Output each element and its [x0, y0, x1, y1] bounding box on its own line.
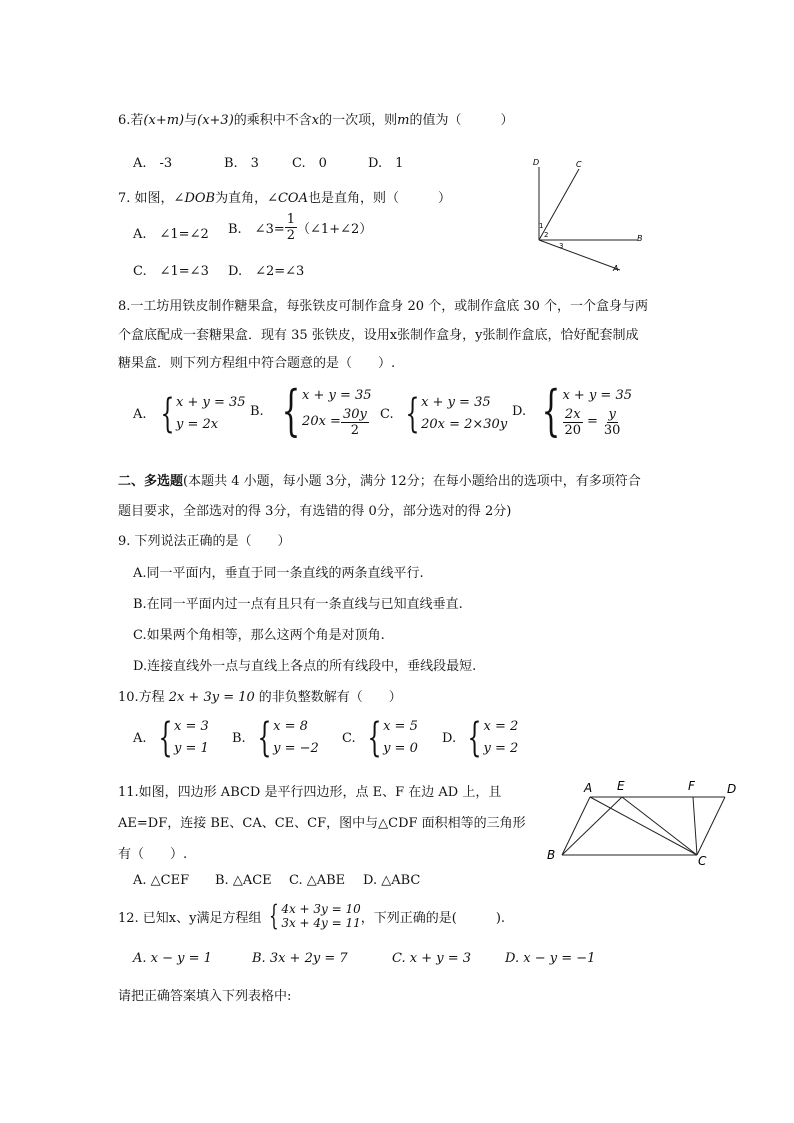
- section-2-heading: [118, 470, 641, 489]
- seg-ca: [590, 797, 697, 855]
- q8-line-3: 糖果盒．则下列方程组中符合题意的是（ ）.: [118, 356, 396, 371]
- q8-option-b[interactable]: [250, 379, 372, 442]
- q10-option-d-label: D.: [442, 730, 457, 746]
- q8-d-den-1: 20: [564, 422, 581, 438]
- q7-option-c[interactable]: C. ∠1=∠3: [133, 264, 209, 279]
- q8-d-eq-1: x + y = 35: [562, 387, 632, 403]
- section-2-line-2: 题目要求，全部选对的得 3分，有选错的得 0分，部分选对的得 2分): [118, 504, 512, 519]
- q8-c-eq-2: 20x = 2×30y: [421, 417, 508, 432]
- q8-d-num-1: 2x: [564, 406, 581, 422]
- section-2-line-1: (本题共 4 小题，每小题 3分，满分 12分；在每小题给出的选项中，有多项符合: [183, 474, 641, 489]
- seg-ce: [622, 797, 697, 855]
- q10-a-x: x = 3: [173, 719, 209, 734]
- q10-stem-a: 10.方程: [118, 690, 165, 705]
- q7-stem-a: 7. 如图，: [118, 191, 174, 206]
- q8-option-d[interactable]: [512, 379, 632, 442]
- q7-option-a[interactable]: A. ∠1=∠2: [133, 227, 209, 242]
- label-e: E: [617, 779, 625, 793]
- q8-option-d-label: D.: [512, 403, 527, 419]
- q8-option-a-label: A.: [133, 406, 147, 422]
- q8-b-den: 2: [350, 422, 360, 438]
- q8-d-fraction-2: [602, 407, 623, 438]
- q8-c-eq-1: x + y = 35: [421, 395, 491, 410]
- q8-b-fraction: [341, 407, 369, 438]
- q7-option-d[interactable]: D. ∠2=∠3: [228, 264, 305, 279]
- q6-option-b[interactable]: B. 3: [224, 156, 259, 171]
- q10-b-y: y = −2: [273, 741, 319, 756]
- q12-stem-b: ，下列正确的是( ).: [360, 910, 506, 926]
- label-a: A: [584, 781, 593, 795]
- label-1: 1: [539, 222, 544, 230]
- section-2-title: 二、多选题: [118, 474, 184, 489]
- q10-c-x: x = 5: [383, 719, 418, 734]
- q8-a-eq-2: y = 2x: [175, 417, 219, 432]
- q12-eq-2: 3x + 4y = 11: [281, 916, 361, 930]
- q10-stem: [118, 686, 402, 705]
- q10-option-b-label: B.: [232, 730, 246, 746]
- label-c: C: [576, 160, 582, 169]
- q8-b-eq-1: x + y = 35: [302, 387, 372, 403]
- q10-option-b[interactable]: [232, 716, 319, 760]
- side-ab: [562, 797, 590, 855]
- q10-option-d[interactable]: [442, 716, 518, 760]
- q7-stem: [118, 187, 451, 206]
- q6-stem: [118, 109, 514, 128]
- q10-option-a[interactable]: [133, 716, 209, 760]
- q11-parallelogram-figure: [540, 775, 740, 870]
- q10-option-c[interactable]: [342, 716, 418, 760]
- brace-icon: {: [257, 715, 272, 761]
- q10-b-x: x = 8: [273, 719, 308, 734]
- label-f: F: [688, 779, 695, 793]
- q7-angle-dob: ∠DOB: [173, 191, 216, 206]
- brace-icon: {: [367, 715, 382, 761]
- q10-d-x: x = 2: [483, 719, 519, 734]
- q8-line-1: 8.一工坊用铁皮制作糖果盒，每张铁皮可制作盒身 20 个，或制作盒底 30 个，一个盒身与两: [118, 299, 649, 314]
- q6-factor-1: (x+m): [143, 113, 185, 128]
- q12-option-b[interactable]: B. 3x + 2y = 7: [252, 951, 348, 966]
- label-d: D: [727, 782, 737, 796]
- q6-text-c: 的乘积中不含: [233, 113, 312, 128]
- label-3: 3: [559, 242, 564, 250]
- q7-stem-c: 也是直角，则（ ）: [307, 191, 451, 206]
- q8-b-eq-2-pre: 20x =: [302, 414, 341, 429]
- q6-option-d[interactable]: D. 1: [368, 156, 404, 171]
- brace-icon: {: [467, 715, 482, 761]
- q6-text-a: 若: [130, 113, 144, 128]
- q11-line-2: AE=DF，连接 BE、CA、CE、CF，图中与△CDF 面积相等的三角形: [118, 816, 526, 831]
- q7-option-b-post: （∠1+∠2）: [297, 222, 373, 237]
- seg-cf: [693, 797, 697, 855]
- brace-icon: {: [541, 379, 561, 442]
- q12-eq-1: 4x + 3y = 10: [281, 902, 361, 916]
- q8-b-num: 30y: [342, 406, 367, 422]
- label-c: C: [698, 854, 707, 868]
- brace-icon: {: [269, 899, 280, 932]
- q10-option-a-label: A.: [133, 730, 147, 746]
- ray-oc: [539, 169, 579, 240]
- label-2: 2: [544, 231, 549, 239]
- q7-option-b-fraction: [285, 212, 297, 243]
- q8-option-a[interactable]: [133, 392, 246, 436]
- q11-line-3: 有（ ）.: [118, 847, 188, 862]
- q12-stem: [118, 899, 506, 932]
- q12-option-a[interactable]: A. x − y = 1: [133, 951, 212, 966]
- q8-option-c[interactable]: [380, 392, 507, 436]
- label-a: A: [613, 264, 619, 273]
- brace-icon: {: [405, 391, 420, 437]
- q7-fraction-num: 1: [286, 212, 296, 227]
- q9-option-c[interactable]: C.如果两个角相等，那么这两个角是对顶角.: [133, 628, 385, 643]
- q7-option-b[interactable]: [228, 212, 372, 243]
- q6-var-x: x: [311, 113, 320, 128]
- q10-equation: 2x + 3y = 10: [168, 690, 255, 705]
- q7-option-b-pre: B. ∠3=: [228, 222, 285, 237]
- side-dc: [697, 797, 725, 855]
- q7-fraction-den: 2: [286, 228, 296, 243]
- q6-option-a[interactable]: A. -3: [133, 156, 173, 171]
- q10-c-y: y = 0: [383, 741, 418, 756]
- q6-var-m: m: [397, 113, 410, 128]
- seg-be: [562, 797, 622, 855]
- q11-option-b[interactable]: B. △ACE: [215, 873, 272, 888]
- q7-angle-figure: [525, 155, 665, 275]
- q10-d-y: y = 2: [483, 741, 519, 756]
- q11-line-1: 11.如图，四边形 ABCD 是平行四边形，点 E、F 在边 AD 上，且: [118, 785, 502, 800]
- brace-icon: {: [281, 379, 301, 442]
- q8-d-fraction-1: [562, 407, 583, 438]
- q12-option-d[interactable]: D. x − y = −1: [505, 951, 596, 966]
- q9-stem: 9. 下列说法正确的是（ ）: [118, 534, 291, 549]
- q8-d-num-2: y: [608, 406, 616, 422]
- q10-option-c-label: C.: [342, 730, 356, 746]
- brace-icon: {: [157, 715, 172, 761]
- q8-option-b-label: B.: [250, 403, 264, 419]
- label-b: B: [547, 848, 556, 862]
- q6-number: 6.: [118, 113, 131, 128]
- q10-stem-b: 的非负整数解有（ ）: [258, 690, 402, 705]
- q8-line-2: 个盒底配成一套糖果盒．现有 35 张铁皮，设用x张制作盒身，y张制作盒底，恰好配套制成: [118, 328, 639, 343]
- ray-oa: [539, 240, 620, 270]
- q8-d-equals: =: [587, 414, 598, 429]
- label-b: B: [637, 234, 643, 243]
- answer-table-instruction: 请把正确答案填入下列表格中:: [118, 989, 292, 1004]
- q7-stem-b: 为直角，: [215, 191, 268, 206]
- q7-angle-coa: ∠COA: [267, 191, 308, 206]
- brace-icon: {: [159, 391, 174, 437]
- q11-option-a[interactable]: A. △CEF: [133, 873, 190, 888]
- q11-option-c[interactable]: C. △ABE: [289, 873, 346, 888]
- q8-a-eq-1: x + y = 35: [175, 395, 246, 410]
- q10-a-y: y = 1: [173, 741, 209, 756]
- q6-option-c[interactable]: C. 0: [292, 156, 327, 171]
- q9-option-d[interactable]: D.连接直线外一点与直线上各点的所有线段中，垂线段最短.: [133, 659, 477, 674]
- q11-option-d[interactable]: D. △ABC: [363, 873, 421, 888]
- q12-stem-a: 12. 已知x、y满足方程组: [118, 910, 262, 926]
- q9-option-a[interactable]: A.同一平面内，垂直于同一条直线的两条直线平行.: [133, 566, 424, 581]
- q6-text-b: 与: [184, 113, 198, 128]
- q6-text-d: 的一次项，则: [319, 113, 398, 128]
- q6-text-e: 的值为（ ）: [409, 113, 514, 128]
- q8-option-c-label: C.: [380, 406, 394, 422]
- label-d: D: [533, 158, 540, 167]
- q6-factor-2: (x+3): [197, 113, 234, 128]
- q8-d-den-2: 30: [603, 422, 621, 438]
- q12-option-c[interactable]: C. x + y = 3: [392, 951, 472, 966]
- q9-option-b[interactable]: B.在同一平面内过一点有且只有一条直线与已知直线垂直.: [133, 597, 463, 612]
